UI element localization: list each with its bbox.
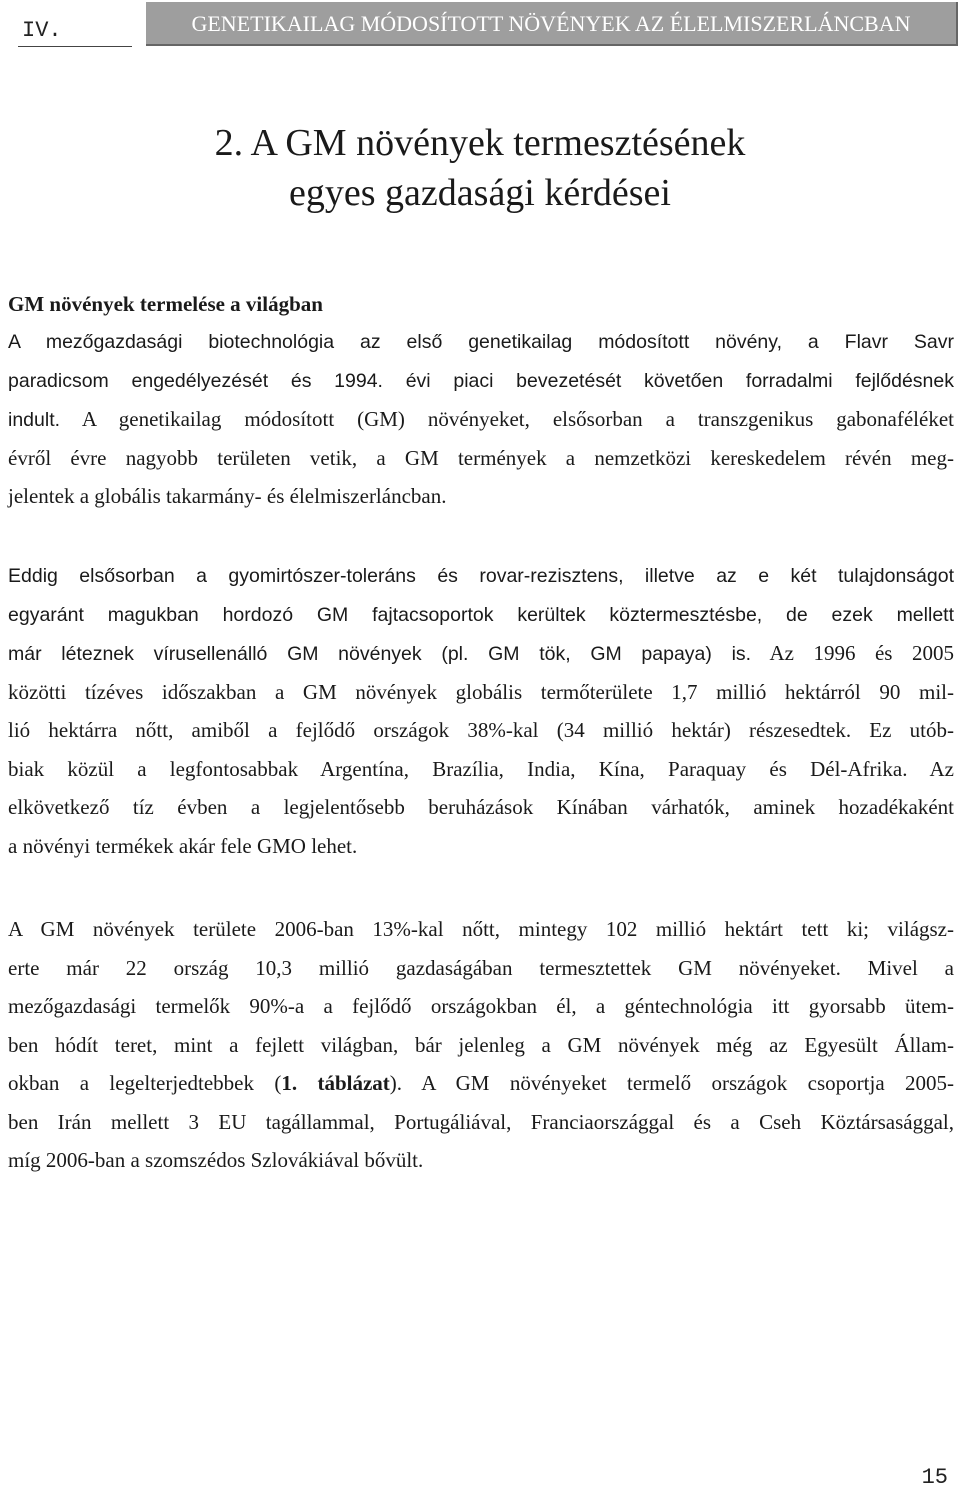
line-part: indult. (8, 409, 61, 431)
subheading: GM növények termelése a világban (8, 292, 323, 316)
paragraph-line: ben Irán mellett 3 EU tagállammal, Portugáliával, Franciaországgal és a Cseh Köztársasággal, (8, 1109, 954, 1134)
paragraph-line: paradicsom engedélyezését és 1994. évi piaci bevezetését követően forradalmi fejlődésnek (8, 369, 954, 392)
line-part: ). A GM növényeket termelő országok csoportja 2005- (389, 1071, 955, 1095)
paragraph-line: közötti tízéves időszakban a GM növények globális termőterülete 1,7 millió hektárról 90 mil- (8, 679, 954, 704)
paragraph-line (8, 634, 954, 673)
paragraph-2 (8, 557, 954, 865)
paragraph-line: ben hódít teret, mint a fejlett világban, bár jelenleg a GM növények még az Egyesült Állam- (8, 1032, 954, 1057)
table-reference: 1. táblázat (281, 1071, 390, 1095)
chapter-rule (18, 46, 132, 47)
running-header (146, 2, 958, 46)
section-title (0, 118, 960, 218)
paragraph-line (8, 1064, 954, 1103)
paragraph-line: jelentek a globális takarmány- és élelmiszerláncban. (8, 484, 447, 508)
paragraph-line: Eddig elsősorban a gyomirtószer-toleráns és rovar-rezisztens, illetve az e két tulajdonságot (8, 565, 954, 587)
line-part: A genetikailag módosított (GM) növényeket, elsősorban a transzgenikus gabonaféléket (60, 407, 954, 431)
paragraph-3 (8, 910, 954, 1180)
line-part: már léteznek vírusellenálló GM növények (pl. GM tök, GM papaya) is. (8, 643, 752, 665)
chapter-number: IV. (22, 18, 62, 43)
paragraph-line: erte már 22 ország 10,3 millió gazdaságában termesztettek GM növényeket. Mivel a (8, 955, 954, 980)
paragraph-line: elkövetkező tíz évben a legjelentősebb beruházások Kínában várhatók, aminek hozadékaként (8, 795, 954, 819)
section-title-line2: egyes gazdasági kérdései (289, 172, 671, 214)
paragraph-line: biak közül a legfontosabbak Argentína, Brazília, India, Kína, Paraquay és Dél-Afrika. Az (8, 756, 954, 781)
paragraph-line: A GM növények területe 2006-ban 13%-kal nőtt, mintegy 102 millió hektárt tett ki; világsz- (8, 917, 954, 941)
paragraph-line: lió hektárra nőtt, amiből a fejlődő országok 38%-kal (34 millió hektár) részesedtek. Ez utób- (8, 718, 954, 742)
paragraph-line: évről évre nagyobb területen vetik, a GM termények a nemzetközi kereskedelem révén meg- (8, 445, 954, 470)
paragraph-line: a növényi termékek akár fele GMO lehet. (8, 833, 358, 858)
running-title: GENETIKAILAG MÓDOSÍTOTT NÖVÉNYEK AZ ÉLELMISZERLÁNCBAN (191, 11, 911, 36)
paragraph-1 (8, 323, 954, 516)
paragraph-line: mezőgazdasági termelők 90%-a a fejlődő országokban él, a géntechnológia itt gyorsabb ütem- (8, 994, 954, 1018)
section-title-line1: 2. A GM növények termesztésének (214, 122, 746, 164)
line-part: okban a legelterjedtebbek ( (8, 1071, 282, 1095)
paragraph-line (8, 400, 954, 439)
paragraph-line: A mezőgazdasági biotechnológia az első genetikailag módosított növény, a Flavr Savr (8, 331, 954, 353)
paragraph-line: míg 2006-ban a szomszédos Szlovákiával bővült. (8, 1148, 424, 1172)
paragraph-line: egyaránt magukban hordozó GM fajtacsoportok kerültek köztermesztésbe, de ezek mellett (8, 603, 954, 626)
line-part: Az 1996 és 2005 (751, 641, 954, 665)
page-number: 15 (921, 1465, 948, 1490)
